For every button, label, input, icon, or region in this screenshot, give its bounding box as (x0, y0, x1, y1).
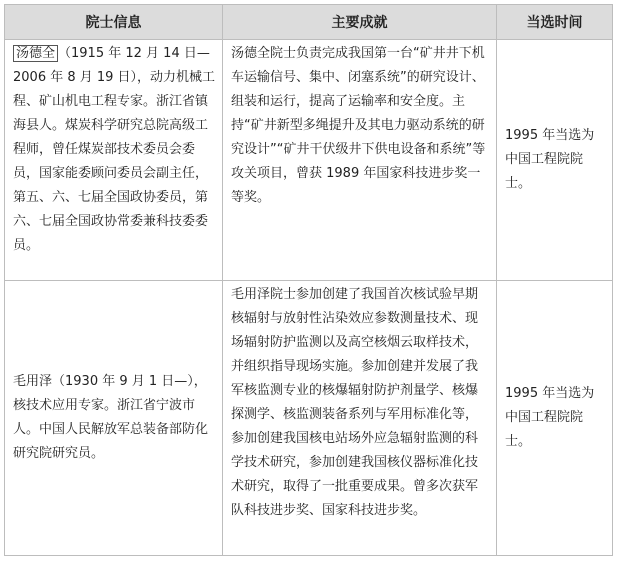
elected-cell: 1995 年当选为中国工程院院士。 (497, 281, 613, 556)
info-cell (5, 40, 223, 281)
achievement-cell: 汤德全院士负责完成我国第一台“矿井井下机车运输信号、集中、闭塞系统”的研究设计、组装和运行，提高了运输率和安全度。主持“矿井新型多绳提升及其电力驱动系统的研究设计”“矿井干伏级井下供电设备和系统”等攻关项目，曾获 1989 年国家科技进步奖一等奖。 (223, 40, 497, 281)
table-row (5, 281, 613, 556)
elected-cell: 1995 年当选为中国工程院院士。 (497, 40, 613, 281)
header-row (5, 5, 613, 40)
header-info: 院士信息 (5, 5, 223, 40)
table-row (5, 40, 613, 281)
academician-name: 汤德全 (13, 45, 58, 62)
info-cell (5, 281, 223, 556)
academician-info: （1930 年 9 月 1 日—），核技术应用专家。浙江省宁波市人。中国人民解放军总装备部防化研究院研究员。 (13, 374, 209, 461)
academician-table (4, 4, 613, 556)
header-achievement: 主要成就 (223, 5, 497, 40)
achievement-cell: 毛用泽院士参加创建了我国首次核试验早期核辐射与放射性沾染效应参数测量技术、现场辐射防护监测以及高空核烟云取样技术，并组织指导现场实施。参加创建并发展了我军核监测专业的核爆辐射防护剂量学、核爆探测学、核监测装备系列与军用标准化等，参加创建我国核电站场外应急辐射监测的科学技术研究，参加创建我国核仪器标准化技术研究，取得了一批重要成果。曾多次获军队科技进步奖、国家科技进步奖。 (223, 281, 497, 556)
academician-info: （1915 年 12 月 14 日—2006 年 8 月 19 日），动力机械工程、矿山机电工程专家。浙江省镇海县人。煤炭科学研究总院高级工程师，曾任煤炭部技术委员会委员，国家能委顾问委员会副主任，第五、六、七届全国政协委员，第六、七届全国政协常委兼科技委委员。 (13, 46, 216, 253)
academician-name: 毛用泽 (13, 374, 53, 389)
header-elected: 当选时间 (497, 5, 613, 40)
